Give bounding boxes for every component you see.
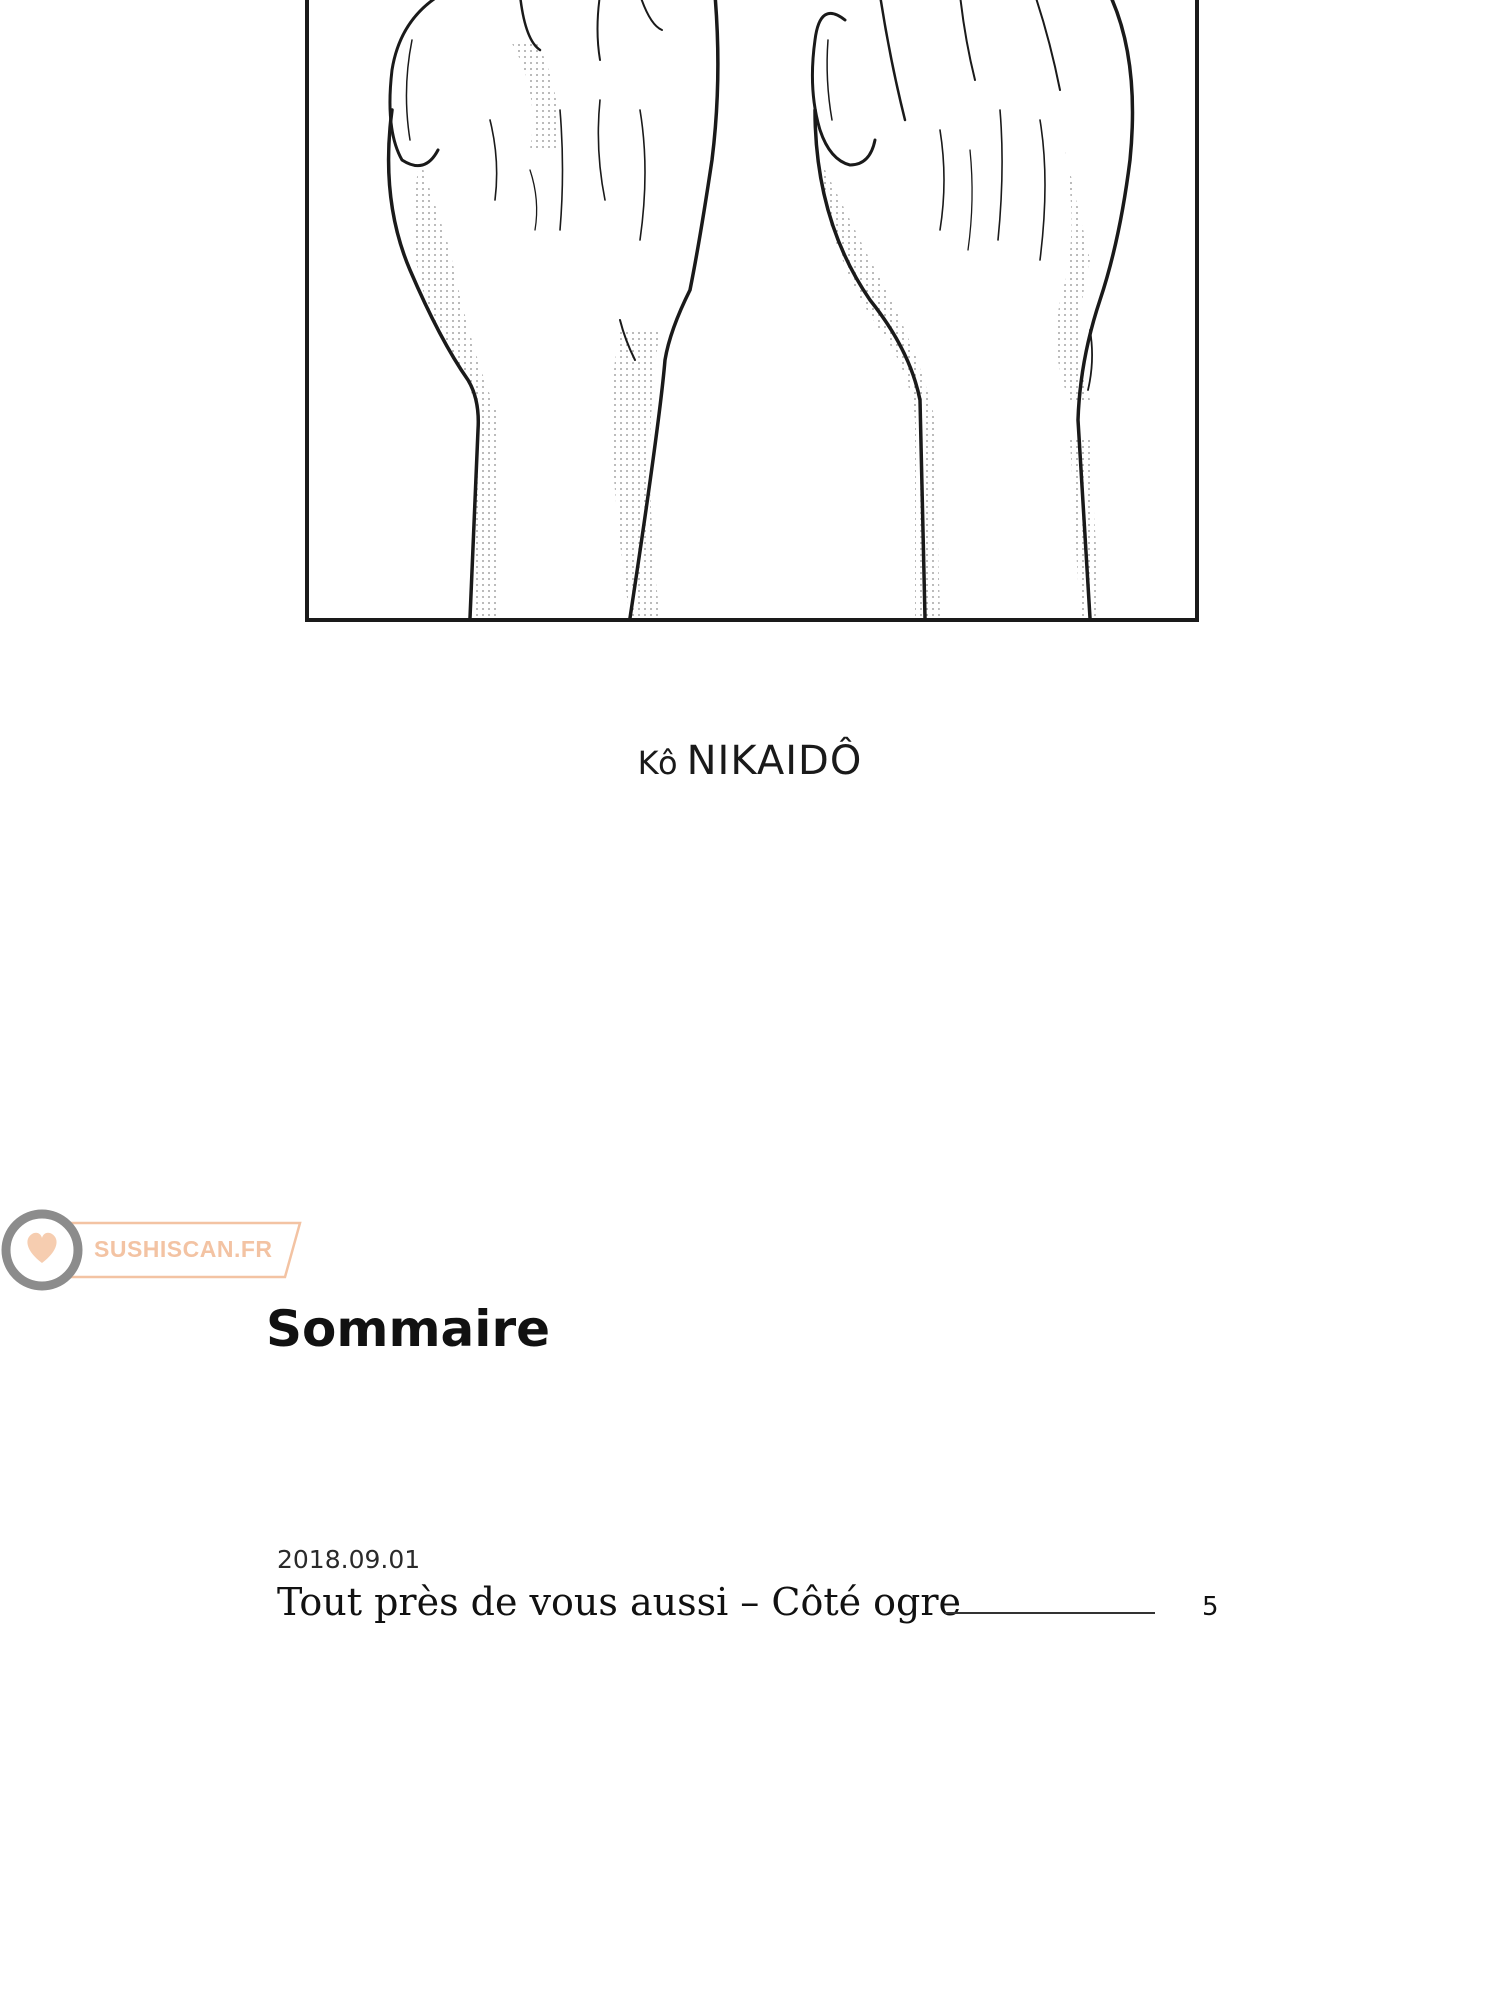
toc-entry-page-number: 5 — [1202, 1592, 1219, 1622]
author-name — [0, 738, 1500, 784]
manga-panel-hands — [0, 0, 1500, 640]
toc-entry-title[interactable]: Tout près de vous aussi – Côté ogre — [277, 1580, 962, 1624]
author-surname: NIKAIDÔ — [686, 738, 863, 784]
toc-entry-date: 2018.09.01 — [277, 1545, 421, 1574]
toc-leader-line — [945, 1612, 1155, 1614]
watermark-text: SUSHISCAN.FR — [94, 1236, 273, 1262]
toc-title: Sommaire — [266, 1300, 551, 1358]
author-prefix: Kô — [637, 744, 679, 782]
